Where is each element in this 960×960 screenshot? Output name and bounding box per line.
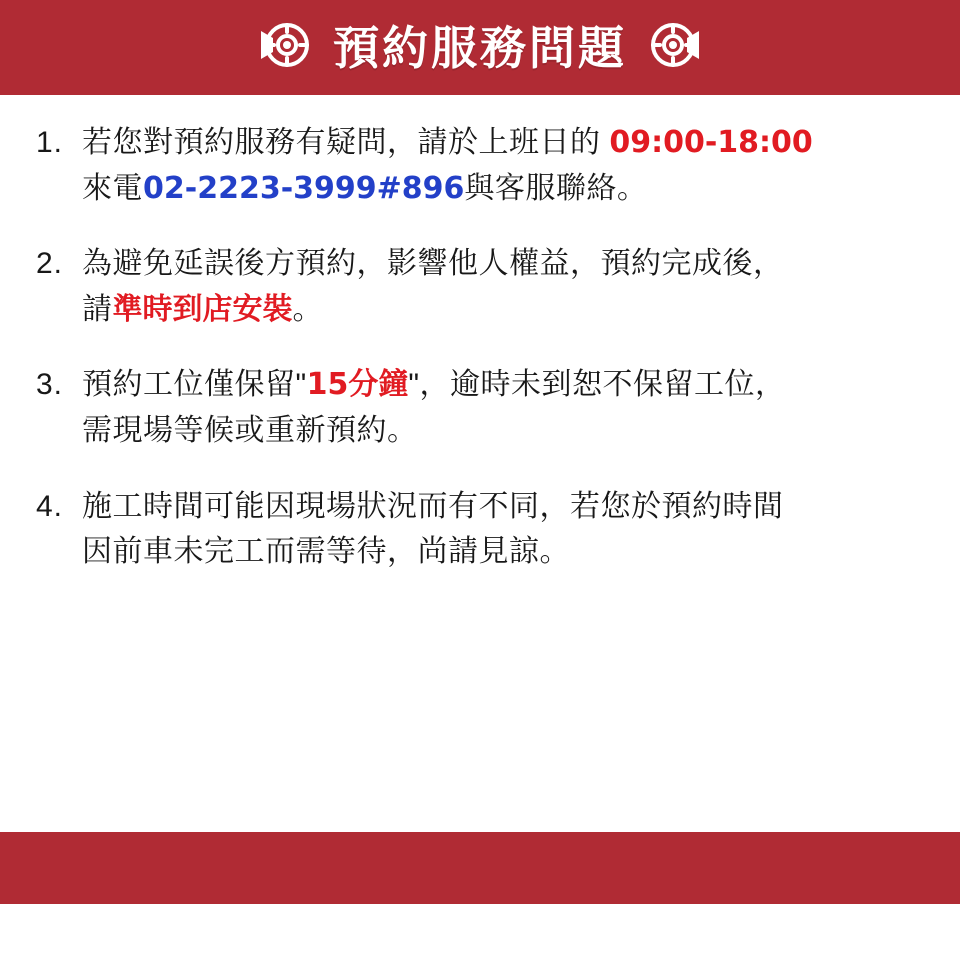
list-item-number: 3. [36, 368, 64, 402]
highlight-blue-text: 02-2223-3999#896 [143, 170, 465, 206]
list-item-line [82, 120, 926, 166]
list-item-text [82, 362, 926, 453]
list-item-line [82, 166, 926, 212]
list-item-text [82, 120, 926, 211]
plain-text: 預約工位僅保留" [82, 368, 307, 402]
plain-text: 請 [82, 292, 113, 326]
list-item-text [82, 484, 926, 575]
list-item-number: 2. [36, 247, 64, 281]
list-item-number: 1. [36, 126, 64, 159]
page-title: 預約服務問題 [333, 21, 627, 74]
highlight-red-text: 準時到店安裝 [112, 291, 293, 327]
list-item-line [82, 362, 926, 408]
list-item [36, 484, 926, 575]
list-item-line [82, 408, 926, 454]
header-banner [0, 0, 960, 95]
plain-text: 施工時間可能因現場狀況而有不同，若您於預約時間 [82, 489, 784, 523]
plain-text: 因前車未完工而需等待，尚請見諒。 [82, 535, 570, 569]
highlight-red-text: 15分鐘 [306, 367, 409, 403]
list-item-line [82, 241, 926, 287]
notice-list [0, 120, 960, 605]
plain-text: 需現場等候或重新預約。 [82, 413, 418, 447]
plain-text: 與客服聯絡。 [464, 171, 648, 205]
list-item-line [82, 287, 926, 333]
plain-text: 來電 [82, 171, 143, 205]
tire-icon [255, 17, 315, 78]
footer-band [0, 832, 960, 904]
list-item-line [82, 529, 926, 575]
plain-text: 若您對預約服務有疑問，請於上班日的 [82, 126, 610, 159]
list-item-line [82, 484, 926, 530]
list-item-number: 4. [36, 489, 64, 523]
list-item [36, 120, 926, 211]
highlight-red-text: 09:00-18:00 [609, 125, 813, 160]
list-item-text [82, 241, 926, 332]
list-item [36, 362, 926, 453]
tire-icon [645, 17, 705, 78]
plain-text: 為避免延誤後方預約，影響他人權益，預約完成後， [82, 247, 784, 281]
plain-text: "，逾時未到恕不保留工位， [408, 368, 786, 402]
plain-text: 。 [292, 292, 323, 326]
list-item [36, 241, 926, 332]
